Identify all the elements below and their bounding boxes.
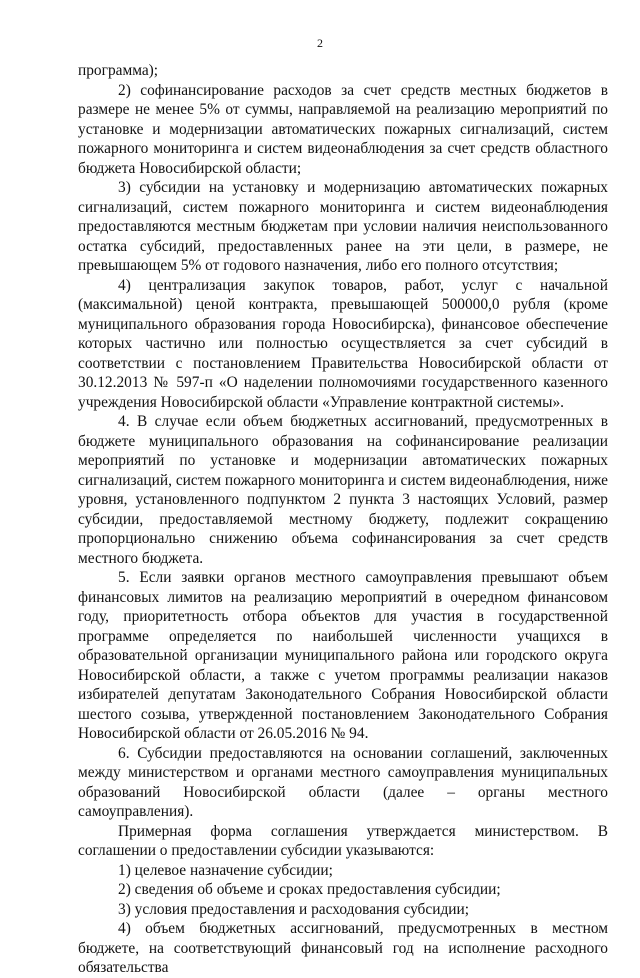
paragraph-clause-4: 4. В случае если объем бюджетных ассигнований, предусмотренных в бюджете муниципального образования на софинансирование реализации мероприятий по установке и модернизации автоматических пожарных сигнализаций, систем пожарного мониторинга и систем видеонаблюдения, ниже уровня, установленного подпунктом 2 пункта 3 настоящих Условий, размер субсидии, предоставляемой местному бюджету, подлежит сокращению пропорционально снижению объема софинансирования за счет средств местного бюджета.	[78, 413, 608, 567]
paragraph-clause-5: 5. Если заявки органов местного самоуправления превышают объем финансовых лимитов на реализацию мероприятий в очередном финансовом году, приоритетность отбора объектов для участия в государственной программе определяется по наибольшей численности учащихся в образовательной организации муниципального района или городского округа Новосибирской области, а также с учетом программы реализации наказов избирателей депутатам Законодательного Собрания Новосибирской области шестого созыва, утвержденной постановлением Законодательного Собрания Новосибирской области от 26.05.2016 № 94.	[78, 569, 608, 742]
list-item-purpose: 1) целевое назначение субсидии;	[118, 861, 333, 879]
list-item-conditions: 3) условия предоставления и расходования субсидии;	[118, 900, 470, 918]
paragraph-agreement-form: Примерная форма соглашения утверждается министерством. В соглашении о предоставлении субсидии указываются:	[78, 822, 608, 859]
document-body	[78, 61, 608, 978]
paragraph-clause-6: 6. Субсидии предоставляются на основании соглашений, заключенных между министерством и органами местного самоуправления муниципальных образований Новосибирской области (далее – органы местного самоуправления).	[78, 744, 608, 820]
paragraph-item-3-subsidies: 3) субсидии на установку и модернизацию автоматических пожарных сигнализаций, систем пожарного мониторинга и систем видеонаблюдения предоставляются местным бюджетам при условии наличия неиспользованного остатка субсидий, предоставленных ранее на эти цели, в размере, не превышающем 5% от годового назначения, либо его полного отсутствия;	[78, 179, 608, 274]
list-item-budget-allocations: 4) объем бюджетных ассигнований, предусмотренных в местном бюджете, на соответствующий финансовый год на исполнение расходного обязательства	[78, 920, 608, 976]
page-number: 2	[317, 36, 323, 50]
paragraph-continuation: программа);	[78, 62, 159, 79]
list-item-amount-terms: 2) сведения об объеме и сроках предоставления субсидии;	[118, 881, 501, 898]
paragraph-item-4-procurement: 4) централизация закупок товаров, работ, услуг с начальной (максимальной) ценой контракта, превышающей 500000,0 рубля (кроме муниципального образования города Новосибирска), финансовое обеспечение которых частично или полностью осуществляется за счет субсидий в соответствии с постановлением Правительства Новосибирской области от 30.12.2013 № 597-п «О наделении полномочиями государственного казенного учреждения Новосибирской области «Управление контрактной системы».	[78, 276, 608, 411]
paragraph-item-2-cofinancing: 2) софинансирование расходов за счет средств местных бюджетов в размере не менее 5% от суммы, направляемой на реализацию мероприятий по установке и модернизации автоматических пожарных сигнализаций, систем пожарного мониторинга и систем видеонаблюдения за счет средств областного бюджета Новосибирской области;	[78, 81, 608, 177]
